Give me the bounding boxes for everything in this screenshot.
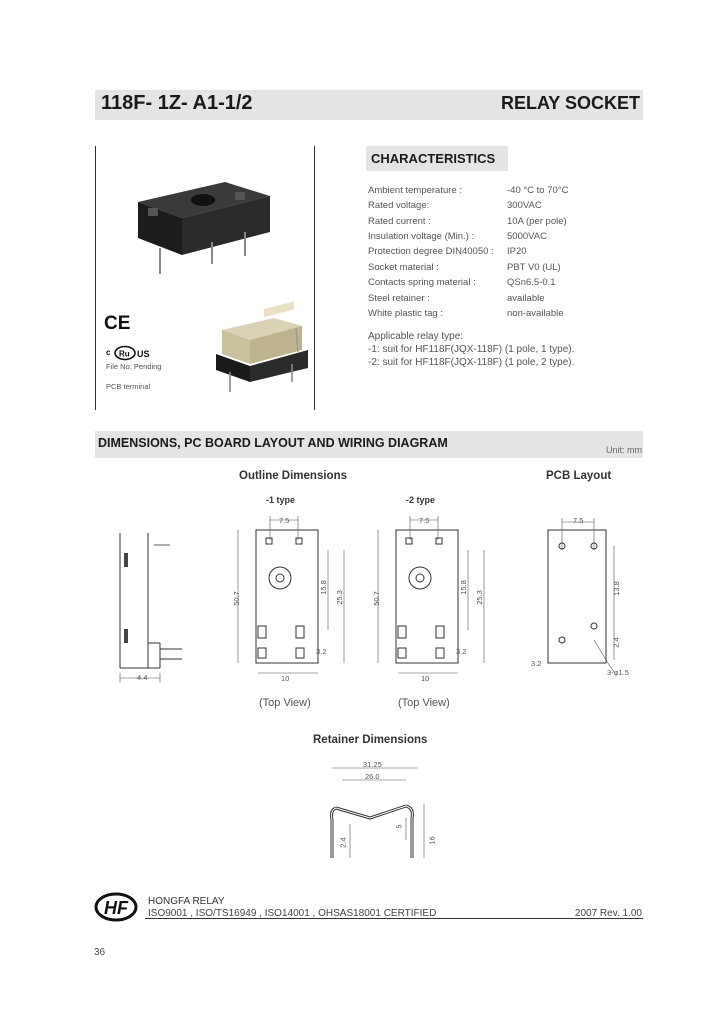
characteristics-title: CHARACTERISTICS xyxy=(371,151,496,166)
spec-value: PBT V0 (UL) xyxy=(507,262,561,273)
dim-3-2: 3.2 xyxy=(456,647,467,656)
spec-label: Steel retainer : xyxy=(368,293,430,304)
spec-value: 300VAC xyxy=(507,200,542,211)
spec-value: non-available xyxy=(507,308,564,319)
applicable-line: -2: suit for HF118F(JQX-118F) (1 pole, 2 type). xyxy=(368,357,575,368)
pcb-dim-13-8: 13.8 xyxy=(611,581,621,596)
pcb-dim-2-4: 2.4 xyxy=(611,637,621,648)
panel-divider xyxy=(314,146,315,410)
ul-suffix: US xyxy=(137,349,150,359)
page-number: 36 xyxy=(94,947,106,958)
retainer-dim-26-0: 26.0 xyxy=(365,772,380,781)
dim-25-3: 25.3 xyxy=(474,590,484,605)
retainer-dim-5: 5 xyxy=(394,824,404,829)
top-view-caption: (Top View) xyxy=(398,697,450,709)
pcb-terminal-caption: PCB terminal xyxy=(106,382,151,391)
spec-value: 5000VAC xyxy=(507,231,547,242)
spec-label: White plastic tag : xyxy=(368,308,443,319)
product-title: RELAY SOCKET xyxy=(500,93,640,113)
spec-value: 10A (per pole) xyxy=(507,216,567,227)
dim-25-3: 25.3 xyxy=(334,590,344,605)
spec-value: -40 °C to 70°C xyxy=(507,185,569,196)
dim-7-5: 7.5 xyxy=(419,516,430,525)
spec-label: Socket material : xyxy=(368,262,439,273)
pcb-layout-drawing xyxy=(528,510,638,690)
ul-prefix: c xyxy=(106,348,111,357)
hongfa-logo-icon xyxy=(94,892,140,922)
spec-label: Contacts spring material : xyxy=(368,277,476,288)
model-number: 118F- 1Z- A1-1/2 xyxy=(101,92,253,114)
pcb-dim-7-5: 7.5 xyxy=(573,516,584,525)
spec-label: Protection degree DIN40050 : xyxy=(368,246,494,257)
spec-label: Insulation voltage (Min.) : xyxy=(368,231,475,242)
spec-value: available xyxy=(507,293,545,304)
revision: 2007 Rev. 1.00 xyxy=(574,908,642,919)
applicable-title: Applicable relay type: xyxy=(368,331,464,342)
svg-text:HF: HF xyxy=(104,898,128,918)
unit-label: Unit: mm xyxy=(606,445,642,455)
pcb-title: PCB Layout xyxy=(546,470,612,482)
dim-50-7: 50.7 xyxy=(371,591,381,606)
spec-label: Rated voltage: xyxy=(368,200,430,211)
dim-7-5: 7.5 xyxy=(279,516,290,525)
top-view-caption: (Top View) xyxy=(259,697,311,709)
socket-with-relay-photo xyxy=(212,312,312,394)
retainer-drawing xyxy=(320,760,440,870)
ul-logo-icon xyxy=(114,346,136,360)
socket-photo xyxy=(130,170,280,280)
applicable-line: -1: suit for HF118F(JQX-118F) (1 pole, 1 type). xyxy=(368,344,575,355)
spec-label: Ambient temperature : xyxy=(368,185,462,196)
type2-label: -2 type xyxy=(406,495,436,505)
retainer-dim-16: 16 xyxy=(427,836,437,845)
left-panel-border xyxy=(95,146,96,410)
pcb-hole-spec: 3-φ1.5 xyxy=(607,668,629,677)
dim-50-7: 50.7 xyxy=(231,591,241,606)
spec-label: Rated current : xyxy=(368,216,431,227)
dim-15-8: 15.8 xyxy=(458,580,468,595)
dim-15-8: 15.8 xyxy=(318,580,328,595)
retainer-dim-31-25: 31.25 xyxy=(363,760,382,769)
outline-title: Outline Dimensions xyxy=(239,470,347,482)
side-view-drawing xyxy=(108,525,188,700)
dim-3-2: 3.2 xyxy=(316,647,327,656)
dim-10: 10 xyxy=(421,674,430,683)
dim-10: 10 xyxy=(281,674,290,683)
file-number: File No: Pending xyxy=(106,362,162,371)
svg-text:Ru: Ru xyxy=(119,349,130,359)
dim-4-4: 4.4 xyxy=(137,673,148,682)
retainer-dim-2-4: 2.4 xyxy=(338,837,348,848)
ce-mark: CE xyxy=(104,313,131,334)
spec-value: QSn6.5-0.1 xyxy=(507,277,556,288)
spec-value: IP20 xyxy=(507,246,527,257)
dimensions-title: DIMENSIONS, PC BOARD LAYOUT AND WIRING DIAGRAM xyxy=(98,436,448,450)
certifications: ISO9001 , ISO/TS16949 , ISO14001 , OHSAS18001 CERTIFIED xyxy=(148,908,437,919)
retainer-title: Retainer Dimensions xyxy=(313,734,428,746)
type1-label: -1 type xyxy=(266,495,296,505)
company-name: HONGFA RELAY xyxy=(148,896,225,907)
pcb-dim-3-2: 3.2 xyxy=(531,659,542,668)
